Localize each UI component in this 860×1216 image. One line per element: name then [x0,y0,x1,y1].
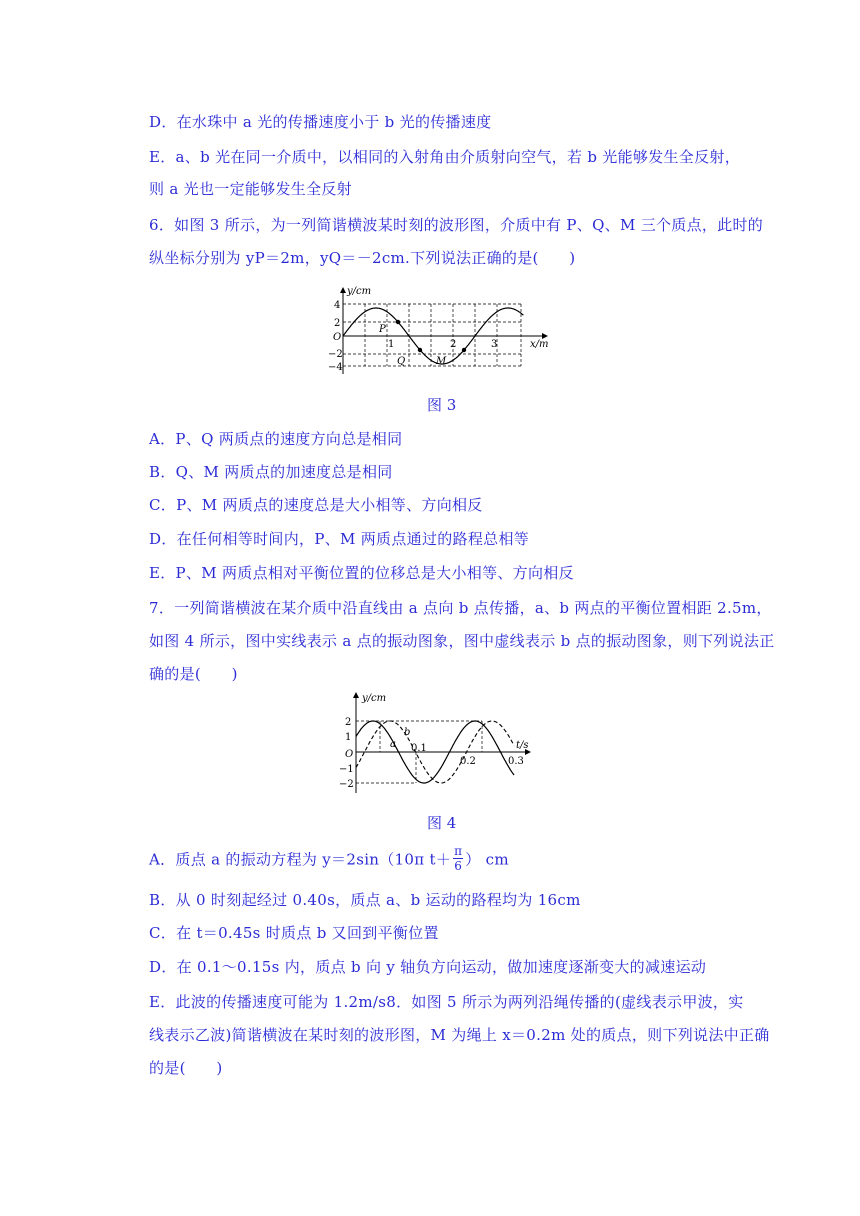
option-e-q5-line1: E．a、b 光在同一介质中，以相同的入射角由介质射向空气，若 b 光能够发生全反射， [149,148,741,166]
option-d-q5: D．在水珠中 a 光的传播速度小于 b 光的传播速度 [149,113,492,131]
option-b-q6: B．Q、M 两质点的加速度总是相同 [149,463,393,481]
option-a-q6: A．P、Q 两质点的速度方向总是相同 [149,430,403,448]
figure-4-caption: 图 4 [427,814,457,832]
fig4-label-a: a [390,739,396,750]
figure-3-caption: 图 3 [427,396,457,414]
option-a-q7 [149,846,509,886]
question-7-line2: 如图 4 所示，图中实线表示 a 点的振动图象，图中虚线表示 b 点的振动图象，则下列说法正 [149,632,775,650]
fig4-xtick-02: 0.2 [460,756,476,767]
fig3-xtick-1: 1 [388,339,395,350]
fig4-y-label: y/cm [362,693,387,704]
fig3-x-label: x/m [530,339,549,350]
fig3-point-p [396,320,400,324]
fig3-ytick-4: 4 [334,300,341,311]
option-a-q7-text1: A．质点 a 的振动方程为 y＝2sin（10π t＋ [149,850,452,869]
fig4-x-label: t/s [516,740,529,751]
fig4-label-b: b [404,727,411,738]
option-e-q6: E．P、M 两质点相对平衡位置的位移总是大小相等、方向相反 [149,564,574,582]
option-c-q7: C．在 t＝0.45s 时质点 b 又回到平衡位置 [149,924,439,942]
option-d-q6: D．在任何相等时间内，P、M 两质点通过的路程总相等 [149,530,530,548]
fig4-ytick-2: 2 [345,717,352,728]
fig3-point-m [462,348,466,352]
fig3-label-m: M [436,356,447,367]
question-7-line3: 确的是( ) [149,665,238,683]
fig4-ytick-neg1: −1 [339,764,354,775]
figure-3-wave-graph [325,284,555,380]
option-e-q7-and-q8-line1: E．此波的传播速度可能为 1.2m/s8．如图 5 所示为两列沿绳传播的(虚线表示甲波，实 [149,993,744,1011]
fig4-origin: O [345,749,354,760]
fig3-ytick-neg2: −2 [328,349,343,360]
question-8-line2: 线表示乙波)简谐横波在某时刻的波形图，M 为绳上 x＝0.2m 处的质点，则下列说法中正确 [149,1026,770,1044]
question-6-line1: 6．如图 3 所示，为一列简谐横波某时刻的波形图，介质中有 P、Q、M 三个质点，此时的 [149,216,764,234]
fig4-xtick-01: 0.1 [411,743,427,754]
fig3-ytick-neg4: −4 [328,362,343,373]
fig4-ytick-neg2: −2 [339,779,354,790]
option-a-q7-text2: ） cm [465,850,509,869]
fig3-xtick-3: 3 [491,339,498,350]
option-b-q7: B．从 0 时刻起经过 0.40s，质点 a、b 运动的路程均为 16cm [149,891,581,909]
fig3-label-q: Q [397,356,406,367]
fig4-xtick-03: 0.3 [508,756,524,767]
fig3-label-p: P [379,324,386,335]
option-e-q5-line2: 则 a 光也一定能够发生全反射 [149,180,352,198]
fig4-ytick-1: 1 [345,732,352,743]
fig3-xtick-2: 2 [450,339,457,350]
question-8-line3: 的是( ) [149,1059,223,1077]
question-6-line2: 纵坐标分别为 yP＝2m，yQ＝－2cm.下列说法正确的是( ) [149,249,576,267]
figure-4-vibration-graph [336,689,536,799]
fraction-numerator: π [454,844,463,858]
option-d-q7: D．在 0.1～0.15s 内，质点 b 向 y 轴负方向运动，做加速度逐渐变大的减速运动 [149,958,707,976]
fig3-origin: O [333,332,342,343]
option-c-q6: C．P、M 两质点的速度总是大小相等、方向相反 [149,496,483,514]
fig3-point-q [418,348,422,352]
fig3-ytick-2: 2 [334,318,341,329]
fraction-pi-over-6 [453,844,463,873]
fig3-y-label: y/cm [347,286,372,297]
fraction-denominator: 6 [454,859,463,873]
question-7-line1: 7．一列简谐横波在某介质中沿直线由 a 点向 b 点传播，a、b 两点的平衡位置相距 2.5m， [149,599,772,617]
